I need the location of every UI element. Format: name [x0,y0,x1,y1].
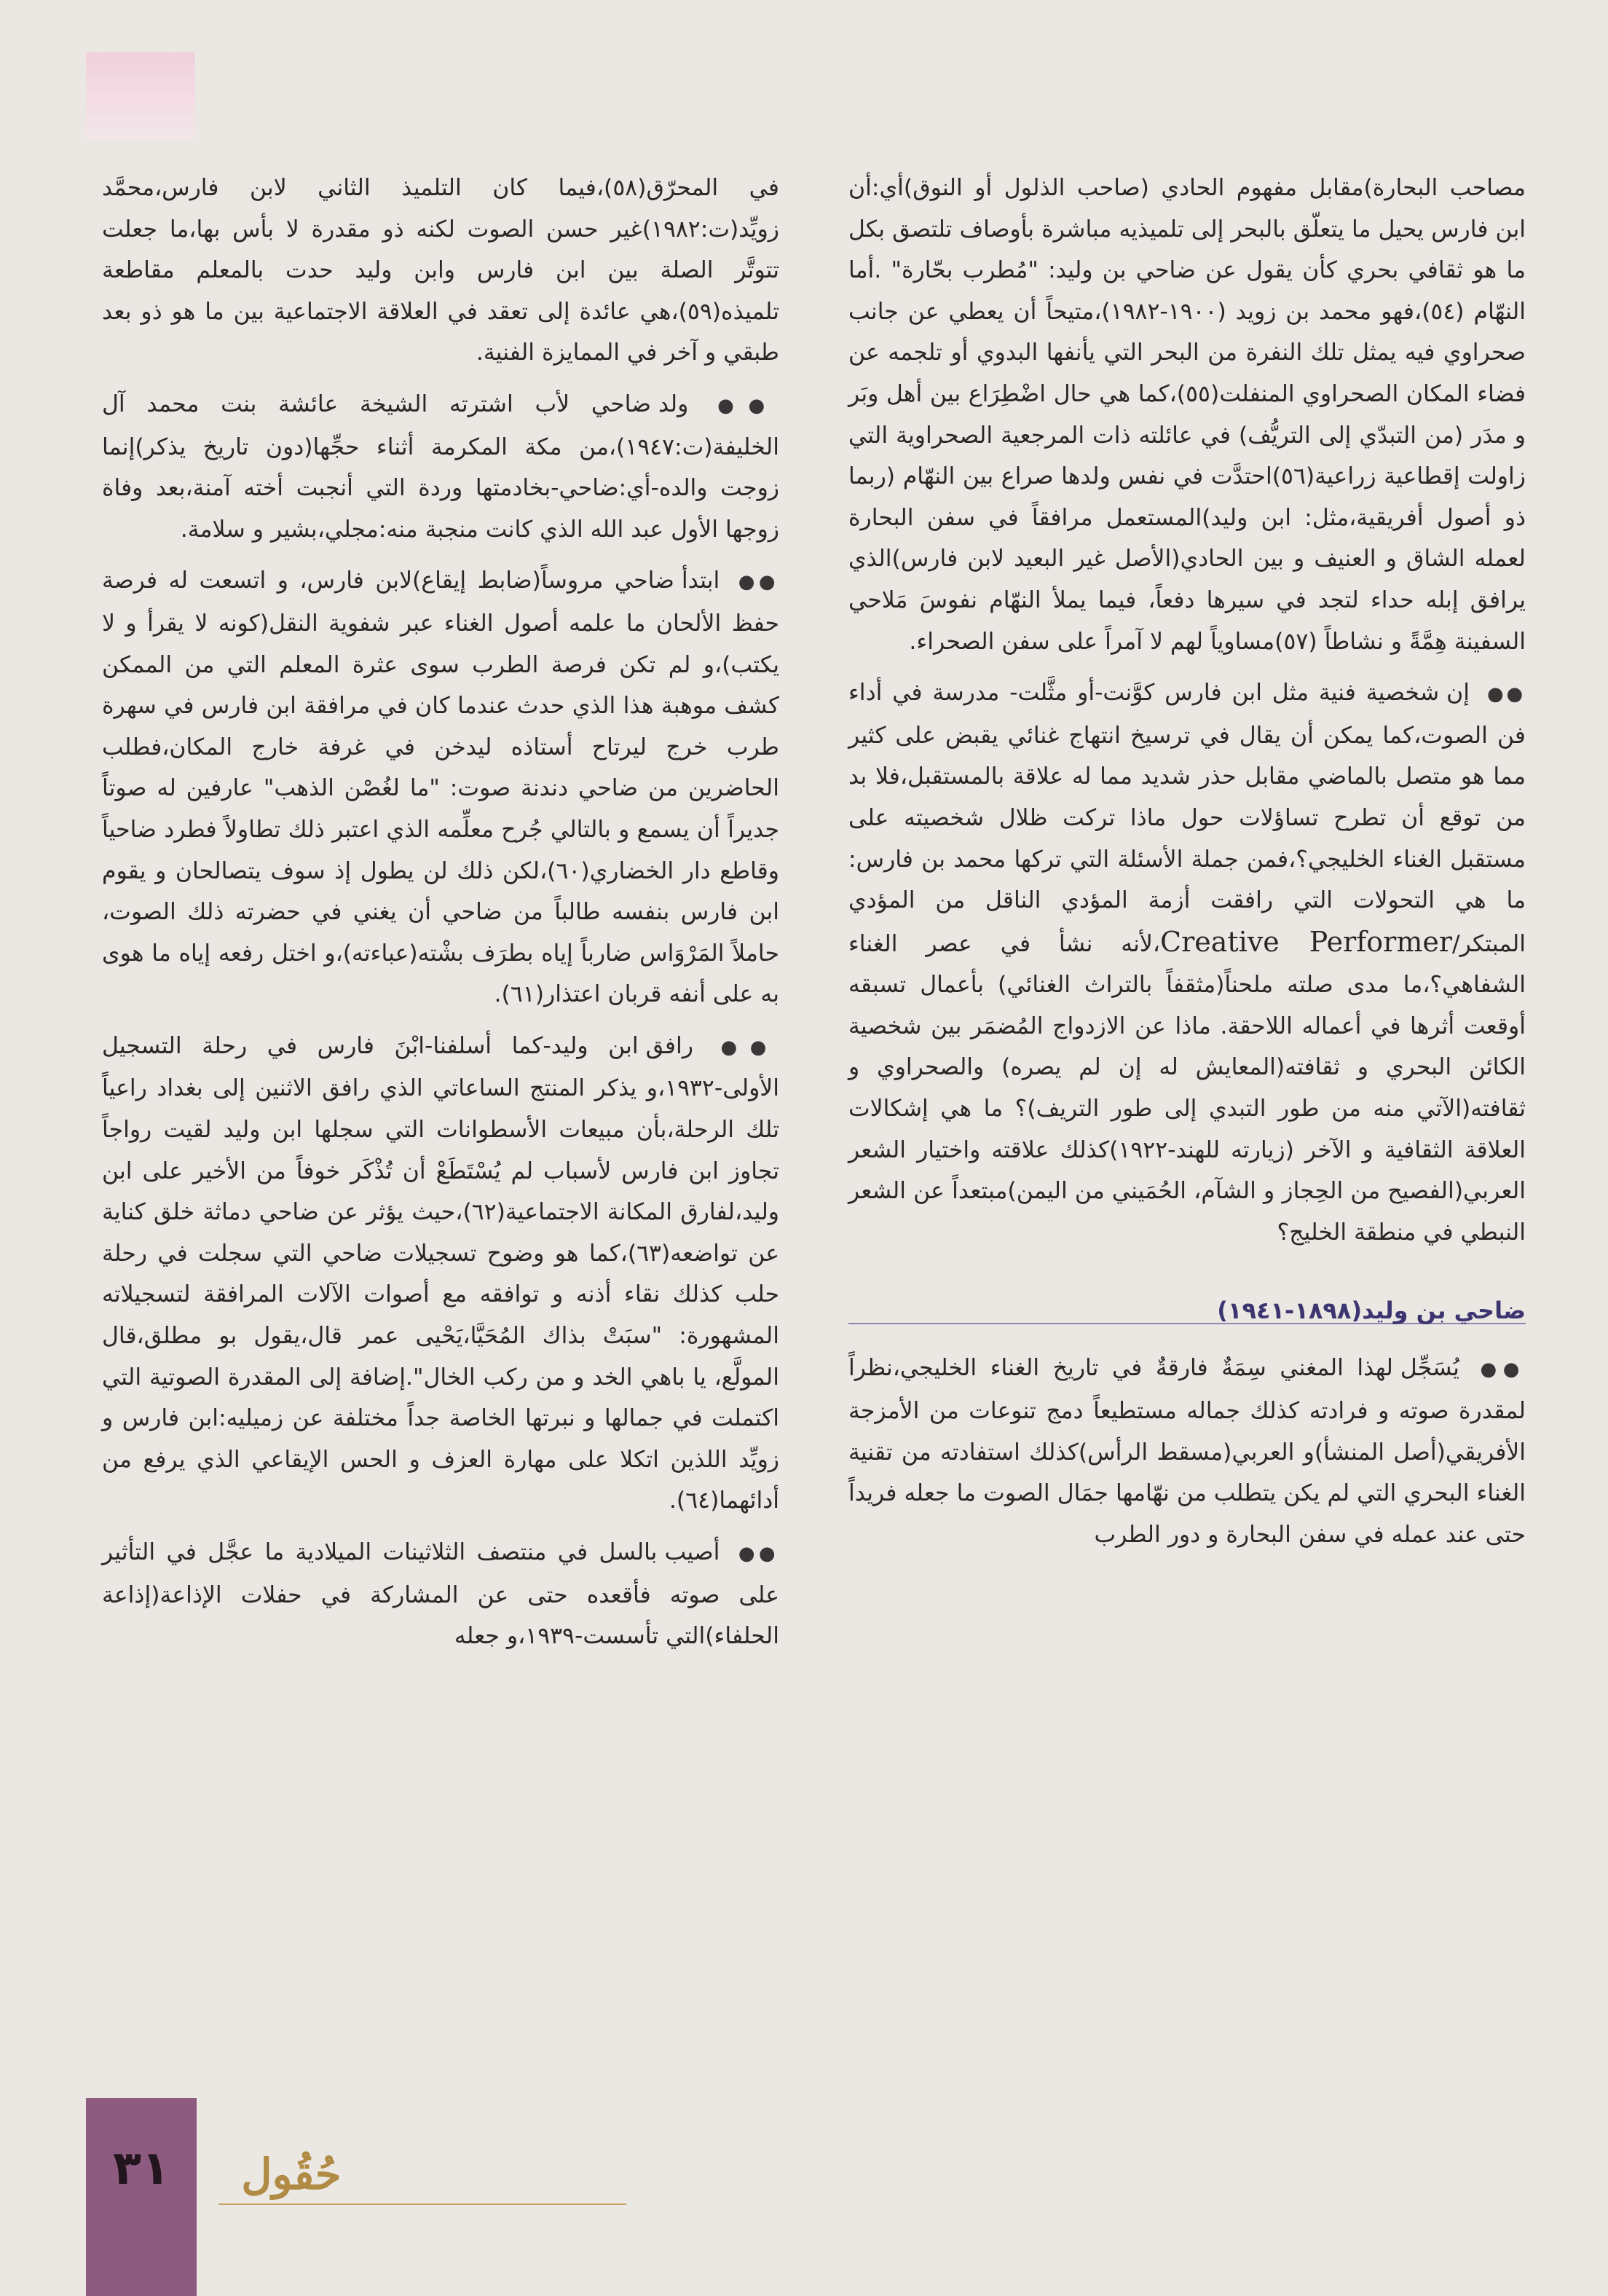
paragraph-text: ،لأنه نشأ في عصر الغناء الشفاهي؟،ما مدى صلته ملحناً(مثقفاً بالتراث الغنائي) بأعمال تسبقه أوقعت أثرها في أعماله اللاحقة. ماذا عن الازدواج المُضمَر بين شخصية الكائن البحري و ثقافته(المعايش له إن لم يصره) والصحراوي و ثقافته(الآتي منه من طور التبدي إلى طور التريف)؟ ما هي إشكالات العلاقة الثقافية و الآخر (زيارته للهند-١٩٢٢)كذلك علاقته واختيار الشعر العربي(الفصيح من الحِجاز و الشآم، الحُمَيني من اليمن)مبتعداً عن الشعر النبطي في منطقة الخليج؟ [848,930,1526,1246]
paragraph [102,560,779,1015]
bullet-marker: ●● [738,571,779,594]
magazine-logo: حُقُول [241,2150,342,2199]
bullet-marker: ●● [1480,1359,1526,1381]
bullet-marker: ●● [717,394,779,417]
paragraph [102,384,779,550]
latin-term: Creative Performer [1160,925,1453,958]
left-column [102,168,779,1667]
paragraph [848,1348,1526,1555]
corner-decoration [86,52,195,140]
page-number: ٣١ [112,2142,170,2195]
right-column [848,168,1526,1565]
paragraph-text: ولد ضاحي لأب اشترته الشيخة عائشة بنت محمد آل الخليفة(ت:١٩٤٧)،من مكة المكرمة أثناء حجِّها(دون تاريخ يذكر)إنما زوجت والده-أي:ضاحي-بخادمتها وردة التي أنجبت أخته آمنة،بعد وفاة زوجها الأول عبد الله الذي كانت منجبة منه:مجلي،بشير و سلامة. [102,390,779,543]
section-heading-text: ضاحي بن وليد(١٨٩٨-١٩٤١) [1217,1297,1526,1325]
paragraph [102,1026,779,1522]
paragraph [848,672,1526,1253]
paragraph-text: أصيب بالسل في منتصف الثلاثينات الميلادية ما عجَّل في التأثير على صوته فأقعده حتى عن المشاركة في حفلات الإذاعة(إذاعة الحلفاء)التي تأسست-١٩٣٩،و جعله [102,1539,779,1650]
paragraph: في المحرّق(٥٨)،فيما كان التلميذ الثاني لابن فارس،محمَّد زويِّد(ت:١٩٨٢)غير حسن الصوت لكنه ذو مقدرة لا بأس بها،ما جعلت تتوتَّر الصلة بين ابن فارس وابن وليد حدت بالمعلم مقاطعة تلميذه(٥٩)،هي عائدة إلى تعقد في العلاقة الاجتماعية بين ما هو ذو بعد طبقي و آخر في الممايزة الفنية. [102,175,779,366]
bullet-marker: ●● [720,1036,779,1058]
bullet-marker: ●● [738,1543,780,1565]
paragraph-text: إن شخصية فنية مثل ابن فارس كوَّنت-أو مثَّلت- مدرسة في أداء فن الصوت،كما يمكن أن يقال في ترسيخ انتهاج غنائي يقبض على كثير مما هو متصل بالماضي مقابل حذر شديد مما له علاقة بالمستقبل،فلا بد من توقع أن تطرح تساؤلات حول ماذا تركت ظلال شخصيته على مستقبل الغناء الخليجي؟،فمن جملة الأسئلة التي تركها محمد بن فارس: ما هي التحولات التي رافقت أزمة المؤدي الناقل من المؤدي المبتكر/ [848,680,1526,957]
footer-divider [218,2203,626,2205]
footer-color-band [86,2098,197,2296]
paragraph-text: ابتدأ ضاحي مروساً(ضابط إيقاع)لابن فارس، و اتسعت له فرصة حفظ الألحان ما علمه أصول الغناء عبر شفوية النقل(كونه لا يقرأ و لا يكتب)،و لم تكن فرصة الطرب سوى عثرة المعلم التي من الممكن كشف موهبة هذا الذي حدث عندما كان في مرافقة ابن فارس في سهرة طرب خرج ليرتاح أستاذه ليدخن في غرفة خارج المكان،فطلب الحاضرين من ضاحي دندنة صوت: "ما لغُصْن الذهب" عارفين له صوتاً جديراً أن يسمع و بالتالي جُرح معلِّمه الذي اعتبر ذلك تطاولاً فطرد ضاحياً وقاطع دار الخضاري(٦٠)،لكن ذلك لن يطول إذ سوف يتصالحان و يقوم ابن فارس بنفسه طالباً من ضاحي أن يغني في حضرته ذلك الصوت، حاملاً المَرْوَاس ضارباً إياه بطرَف بشْته(عباءته)،و اختل رفعه إياه ما هوى به على أنفه قربان اعتذار(٦١). [102,567,779,1008]
section-heading [848,1294,1526,1324]
paragraph-text: رافق ابن وليد-كما أسلفنا-ابْنَ فارس في رحلة التسجيل الأولى-١٩٣٢،و يذكر المنتج الساعاتي الذي رافق الاثنين إلى بغداد راعياً تلك الرحلة،بأن مبيعات الأسطوانات التي سجلها ابن وليد لقيت رواجاً تجاوز ابن فارس لأسباب لم يُسْتَطَعْ أن تُذْكَر خوفاً من الأخير على ابن وليد،لفارق المكانة الاجتماعية(٦٢)،حيث يؤثر عن ضاحي دماثة خلق كناية عن تواضعه(٦٣)،كما هو وضوح تسجيلات ضاحي التي سجلت في رحلة حلب كذلك نقاء أذنه و توافقه مع أصوات الآلات المرافقة لتسجيلاته المشهورة: "سبَتْ بذاك المُحَيَّا،يَحْيى عمر قال،يقول بو مطلق،قال المولَّع، يا باهي الخد و من ركب الخال".إضافة إلى المقدرة الصوتية التي اكتملت في جمالها و نبرتها الخاصة جداً مختلفة عن زميليه:ابن فارس و زويِّد اللذين اتكلا على مهارة العزف و الحس الإيقاعي الذي يرفع من أدائهما(٦٤). [102,1032,780,1514]
paragraph-text: يُسَجِّل لهذا المغني سِمَةٌ فارقةٌ في تاريخ الغناء الخليجي،نظراً لمقدرة صوته و فرادته كذلك جماله مستطيعاً دمج تنوعات من الأمزجة الأفريقي(أصل المنشأ)و العربي(مسقط الرأس)كذلك استفادته من تقنية الغناء البحري التي لم يكن يتطلب من نهّامها جمَال الصوت ما جعله فريداً حتى عند عمله في سفن البحارة و دور الطرب [848,1355,1526,1548]
paragraph [102,1532,779,1657]
paragraph: مصاحب البحارة)مقابل مفهوم الحادي (صاحب الذلول أو النوق)أي:أن ابن فارس يحيل ما يتعلّق بالبحر إلى تلميذيه مباشرة بأوصاف تلتصق بكل ما هو ثقافي بحري كأن يقول عن ضاحي بن وليد: "مُطرب بحّارة" .أما النهّام (٥٤)،فهو محمد بن زويد (١٩٠٠-١٩٨٢)،متيحاً أن يعطي عن جانب صحراوي فيه يمثل تلك النفرة من البحر التي يأنفها البدوي أو تلجمه عن فضاء المكان الصحراوي المنفلت(٥٥)،كما هي حال اضْطِرَاع بين أهل وبَر و مدَر (من التبدّي إلى التريُّف) في عائلته ذات المرجعية الصحراوية التي زاولت إقطاعية زراعية(٥٦)احتدَّت في نفس ولدها صراع بين النهّام (ربما ذو أصول أفريقية،مثل: ابن وليد)المستعمل مرافقاً في سفن البحارة لعمله الشاق و العنيف و بين الحادي(الأصل غير البعيد لابن فارس)الذي يرافق إبله حداء لتجد في سيرها دفعاً، فيما يملأ النهّام نفوسَ مَلاحي السفينة هِمَّةً و نشاطاً (٥٧)مساوياً لهم لا آمراً على سفن الصحراء. [848,175,1526,655]
bullet-marker: ●● [1486,683,1526,706]
